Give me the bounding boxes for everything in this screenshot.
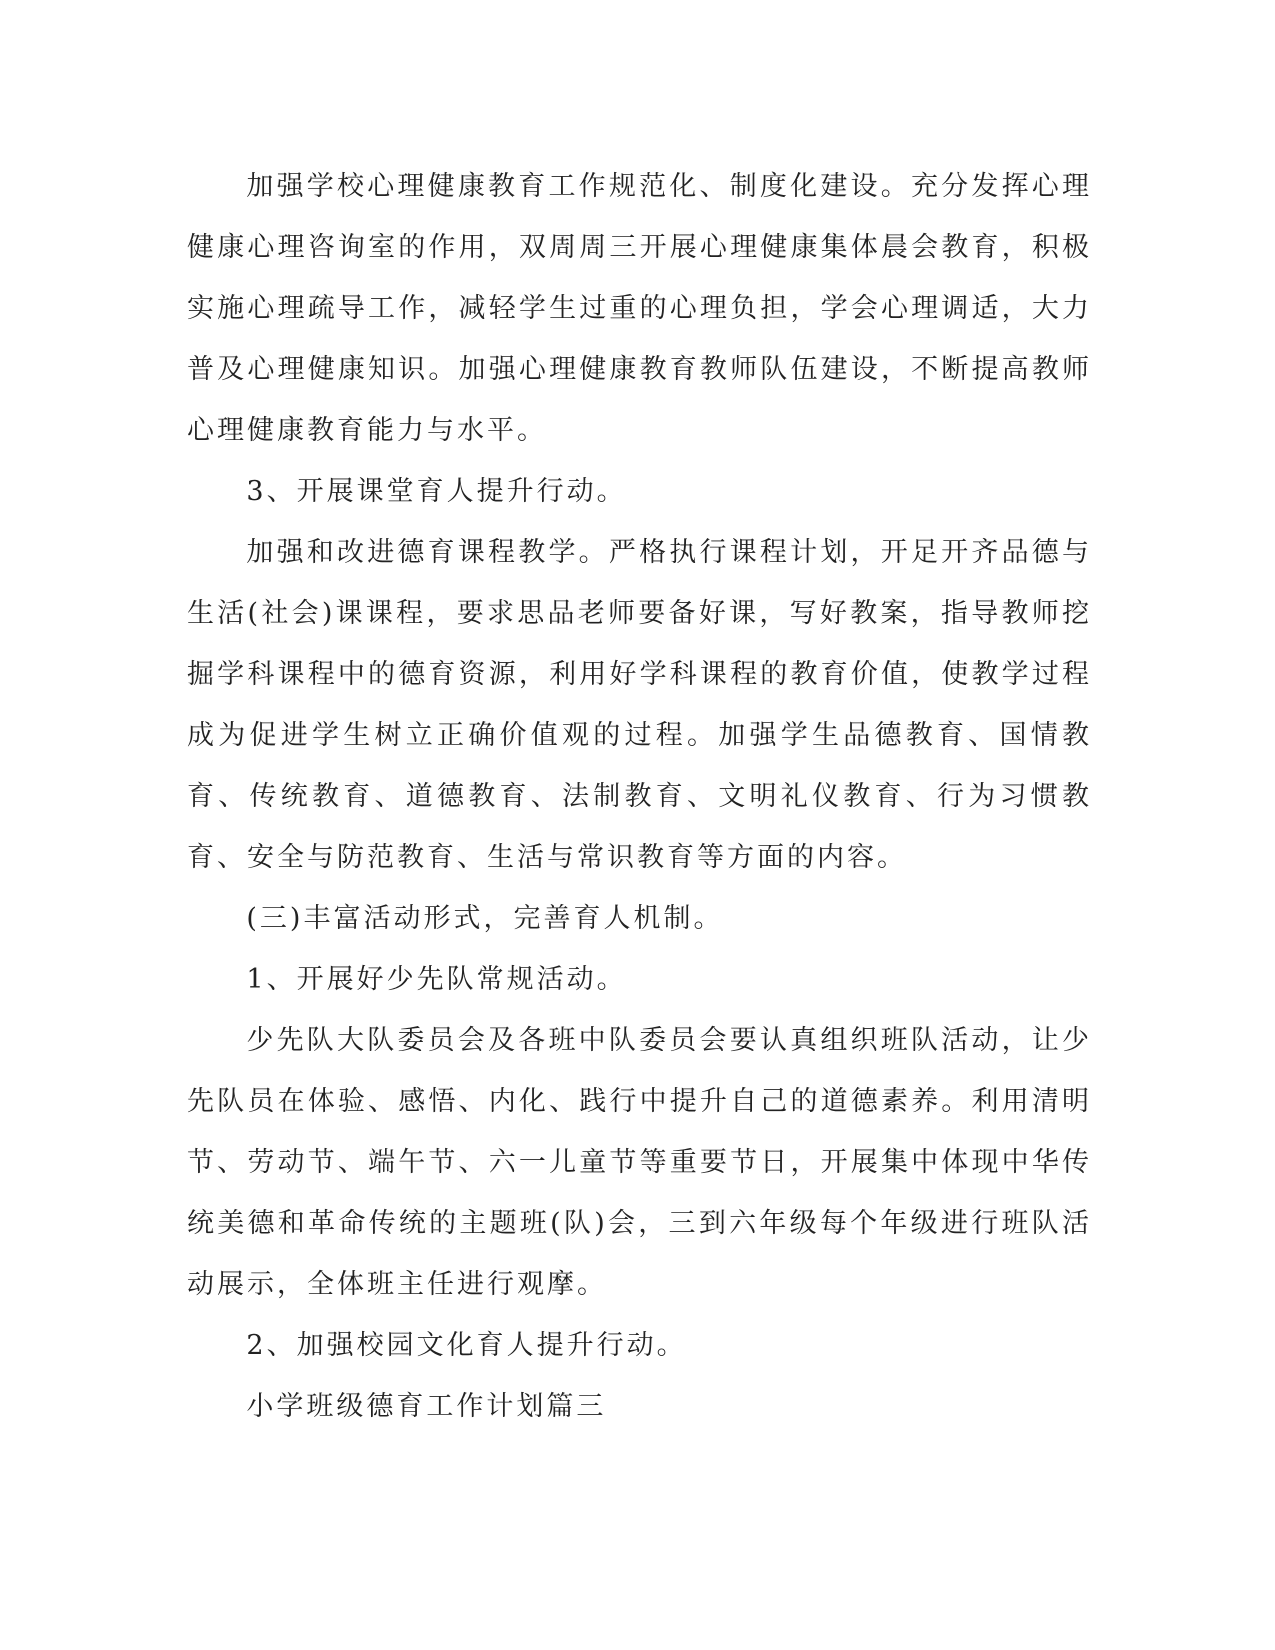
heading-part-three: 小学班级德育工作计划篇三	[246, 1391, 607, 1422]
heading-classroom-education: 3、开展课堂育人提升行动。	[246, 476, 627, 507]
heading-young-pioneers: 1、开展好少先队常规活动。	[246, 964, 627, 995]
paragraph-mental-health: 加强学校心理健康教育工作规范化、制度化建设。充分发挥心理健康心理咨询室的作用，双周周三开展心理健康集体晨会教育，积极实施心理疏导工作，减轻学生过重的心理负担，学会心理调适，大力普及心理健康知识。加强心理健康教育教师队伍建设，不断提高教师心理健康教育能力与水平。	[187, 171, 1092, 446]
heading-section-three: (三)丰富活动形式，完善育人机制。	[246, 903, 724, 934]
paragraph-moral-curriculum: 加强和改进德育课程教学。严格执行课程计划，开足开齐品德与生活(社会)课课程，要求思品老师要备好课，写好教案，指导教师挖掘学科课程中的德育资源，利用好学科课程的教育价值，使教学过程成为促进学生树立正确价值观的过程。加强学生品德教育、国情教育、传统教育、道德教育、法制教育、文明礼仪教育、行为习惯教育、安全与防范教育、生活与常识教育等方面的内容。	[187, 537, 1092, 873]
paragraph-young-pioneers: 少先队大队委员会及各班中队委员会要认真组织班队活动，让少先队员在体验、感悟、内化、践行中提升自己的道德素养。利用清明节、劳动节、端午节、六一儿童节等重要节日，开展集中体现中华传统美德和革命传统的主题班(队)会，三到六年级每个年级进行班队活动展示，全体班主任进行观摩。	[187, 1025, 1092, 1300]
heading-campus-culture: 2、加强校园文化育人提升行动。	[246, 1330, 687, 1361]
document-body	[187, 156, 1092, 1437]
